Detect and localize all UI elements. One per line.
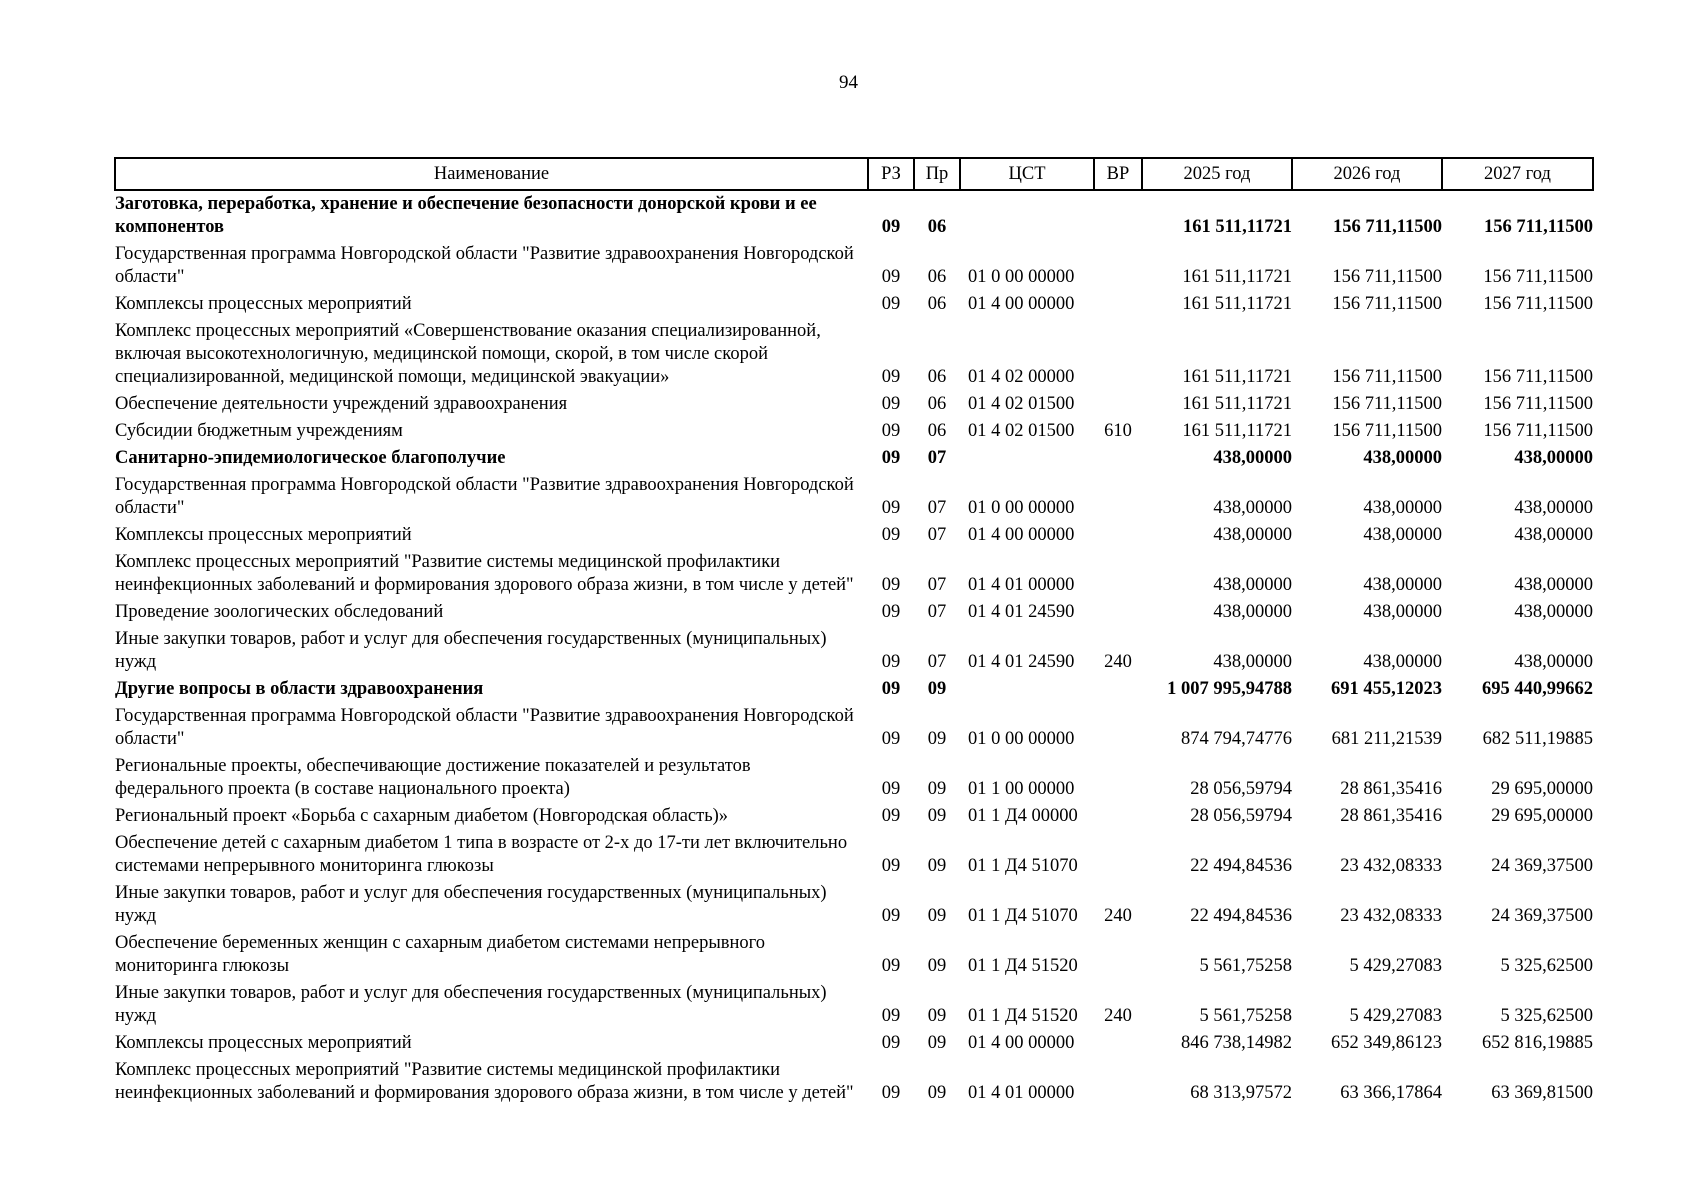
cell-2027: 156 711,11500	[1483, 367, 1593, 387]
cell-vr: 610	[1104, 421, 1132, 441]
cell-2026: 156 711,11500	[1332, 394, 1442, 414]
table-row	[115, 930, 1593, 980]
cell-2027: 24 369,37500	[1491, 856, 1593, 876]
cell-2025: 22 494,84536	[1190, 856, 1292, 876]
cell-vr: 240	[1104, 652, 1132, 672]
header-cst: ЦСТ	[960, 158, 1094, 190]
cell-cst: 01 4 00 00000	[968, 294, 1075, 314]
cell-vr	[1094, 318, 1142, 391]
cell-2025: 5 561,75258	[1199, 1006, 1292, 1026]
cell-2025: 438,00000	[1213, 652, 1292, 672]
cell-2026: 156 711,11500	[1332, 367, 1442, 387]
cell-rz: 09	[881, 575, 901, 595]
cell-2025: 1 007 995,94788	[1167, 679, 1292, 699]
cell-2025: 161 511,11721	[1182, 367, 1292, 387]
table-row	[115, 703, 1593, 753]
cell-cst	[960, 190, 1094, 241]
cell-name: Региональные проекты, обеспечивающие достижение показателей и результатов федерального проекта (в составе национального проекта)	[115, 756, 751, 799]
cell-2025: 438,00000	[1213, 602, 1292, 622]
cell-pr: 07	[927, 652, 947, 672]
cell-rz: 09	[881, 294, 901, 314]
cell-rz: 09	[881, 421, 901, 441]
cell-vr	[1094, 1057, 1142, 1107]
cell-2025: 5 561,75258	[1199, 956, 1292, 976]
cell-2027: 156 711,11500	[1483, 267, 1593, 287]
cell-pr: 06	[927, 421, 947, 441]
cell-cst: 01 1 00 00000	[968, 779, 1075, 799]
cell-name: Санитарно-эпидемиологическое благополучие	[115, 448, 506, 468]
cell-name: Иные закупки товаров, работ и услуг для обеспечения государственных (муниципальных) нужд	[115, 983, 827, 1026]
cell-2027: 156 711,11500	[1483, 394, 1593, 414]
cell-2026: 23 432,08333	[1340, 906, 1442, 926]
cell-cst: 01 0 00 00000	[968, 729, 1075, 749]
cell-cst	[960, 676, 1094, 703]
cell-vr	[1094, 445, 1142, 472]
cell-rz: 09	[881, 525, 901, 545]
cell-rz: 09	[881, 956, 901, 976]
cell-2026: 438,00000	[1363, 525, 1442, 545]
budget-table	[114, 157, 1594, 1107]
cell-vr	[1094, 522, 1142, 549]
cell-2025: 68 313,97572	[1190, 1083, 1292, 1103]
cell-2025: 22 494,84536	[1190, 906, 1292, 926]
cell-2025: 161 511,11721	[1183, 217, 1292, 237]
cell-name: Иные закупки товаров, работ и услуг для обеспечения государственных (муниципальных) нужд	[115, 883, 827, 926]
table-row	[115, 445, 1593, 472]
cell-cst: 01 4 02 01500	[968, 421, 1075, 441]
cell-rz: 09	[881, 498, 901, 518]
cell-2027: 29 695,00000	[1491, 779, 1593, 799]
cell-vr	[1094, 753, 1142, 803]
cell-rz: 09	[881, 679, 901, 699]
cell-2026: 438,00000	[1363, 652, 1442, 672]
cell-2025: 438,00000	[1213, 448, 1292, 468]
cell-2026: 5 429,27083	[1349, 956, 1442, 976]
cell-pr: 09	[927, 1006, 947, 1026]
cell-cst: 01 4 00 00000	[968, 1033, 1075, 1053]
cell-cst: 01 1 Д4 00000	[968, 806, 1078, 826]
cell-cst	[960, 445, 1094, 472]
cell-vr	[1094, 676, 1142, 703]
cell-cst: 01 4 01 24590	[968, 602, 1075, 622]
cell-rz: 09	[881, 906, 901, 926]
cell-vr	[1094, 703, 1142, 753]
cell-vr	[1094, 599, 1142, 626]
cell-name: Обеспечение беременных женщин с сахарным диабетом системами непрерывного мониторинга глюкозы	[115, 933, 766, 976]
cell-name: Комплекс процессных мероприятий "Развитие системы медицинской профилактики неинфекционных заболеваний и формирования здорового образа жизни, в том числе у детей"	[115, 552, 854, 595]
cell-2027: 156 711,11500	[1484, 217, 1593, 237]
cell-pr: 09	[927, 679, 947, 699]
cell-2026: 28 861,35416	[1340, 779, 1442, 799]
cell-2027: 5 325,62500	[1500, 1006, 1593, 1026]
cell-2027: 156 711,11500	[1483, 294, 1593, 314]
cell-vr	[1094, 549, 1142, 599]
header-name: Наименование	[115, 158, 868, 190]
cell-cst: 01 4 01 00000	[968, 1083, 1075, 1103]
cell-name: Государственная программа Новгородской области "Развитие здравоохранения Новгородской области"	[115, 244, 854, 287]
cell-2025: 161 511,11721	[1182, 394, 1292, 414]
cell-name: Комплексы процессных мероприятий	[115, 525, 412, 545]
table-row	[115, 1057, 1593, 1107]
cell-2026: 652 349,86123	[1331, 1033, 1442, 1053]
cell-pr: 09	[927, 729, 947, 749]
cell-2026: 681 211,21539	[1331, 729, 1442, 749]
cell-pr: 06	[927, 367, 947, 387]
cell-2026: 28 861,35416	[1340, 806, 1442, 826]
cell-2025: 438,00000	[1213, 575, 1292, 595]
table-row	[115, 830, 1593, 880]
cell-2026: 5 429,27083	[1349, 1006, 1442, 1026]
table-row	[115, 318, 1593, 391]
cell-vr	[1094, 291, 1142, 318]
cell-2025: 28 056,59794	[1190, 779, 1292, 799]
cell-name: Субсидии бюджетным учреждениям	[115, 421, 403, 441]
page-number: 94	[839, 72, 858, 93]
cell-pr: 06	[927, 394, 947, 414]
cell-2027: 438,00000	[1514, 498, 1593, 518]
cell-2025: 438,00000	[1213, 498, 1292, 518]
cell-2026: 156 711,11500	[1332, 421, 1442, 441]
table-row	[115, 549, 1593, 599]
cell-pr: 07	[927, 602, 947, 622]
cell-pr: 09	[927, 906, 947, 926]
table-body	[115, 190, 1593, 1107]
cell-2026: 438,00000	[1363, 575, 1442, 595]
header-2025: 2025 год	[1142, 158, 1292, 190]
cell-cst: 01 1 Д4 51520	[968, 1006, 1078, 1026]
cell-cst: 01 1 Д4 51070	[968, 856, 1078, 876]
table-row	[115, 291, 1593, 318]
cell-2026: 156 711,11500	[1332, 294, 1442, 314]
cell-rz: 09	[881, 367, 901, 387]
cell-cst: 01 0 00 00000	[968, 267, 1075, 287]
cell-2025: 28 056,59794	[1190, 806, 1292, 826]
cell-2026: 438,00000	[1363, 498, 1442, 518]
header-2027: 2027 год	[1442, 158, 1593, 190]
cell-2026: 63 366,17864	[1340, 1083, 1442, 1103]
cell-name: Заготовка, переработка, хранение и обеспечение безопасности донорской крови и ее компонентов	[115, 194, 817, 237]
cell-rz: 09	[881, 1083, 901, 1103]
cell-name: Региональный проект «Борьба с сахарным диабетом (Новгородская область)»	[115, 806, 729, 826]
cell-pr: 06	[927, 217, 947, 237]
cell-rz: 09	[881, 267, 901, 287]
cell-pr: 09	[927, 956, 947, 976]
cell-name: Государственная программа Новгородской области "Развитие здравоохранения Новгородской области"	[115, 475, 854, 518]
cell-name: Другие вопросы в области здравоохранения	[115, 679, 484, 699]
cell-2025: 161 511,11721	[1182, 294, 1292, 314]
cell-pr: 07	[927, 575, 947, 595]
table-row	[115, 880, 1593, 930]
cell-2025: 161 511,11721	[1182, 267, 1292, 287]
cell-rz: 09	[881, 394, 901, 414]
cell-rz: 09	[881, 652, 901, 672]
cell-2027: 652 816,19885	[1482, 1033, 1593, 1053]
cell-rz: 09	[881, 448, 901, 468]
cell-cst: 01 4 02 00000	[968, 367, 1075, 387]
cell-pr: 06	[927, 267, 947, 287]
cell-rz: 09	[881, 856, 901, 876]
cell-pr: 07	[927, 498, 947, 518]
cell-vr	[1094, 391, 1142, 418]
cell-2026: 156 711,11500	[1332, 267, 1442, 287]
cell-name: Обеспечение детей с сахарным диабетом 1 типа в возрасте от 2-х до 17-ти лет включительно системами непрерывного мониторинга глюкозы	[115, 833, 848, 876]
cell-2025: 438,00000	[1213, 525, 1292, 545]
table-row	[115, 599, 1593, 626]
cell-cst: 01 1 Д4 51070	[968, 906, 1078, 926]
header-vr: ВР	[1094, 158, 1142, 190]
cell-2026: 438,00000	[1363, 448, 1442, 468]
cell-2027: 438,00000	[1514, 448, 1593, 468]
cell-rz: 09	[881, 1033, 901, 1053]
cell-pr: 07	[927, 525, 947, 545]
cell-2026: 691 455,12023	[1331, 679, 1442, 699]
cell-2026: 438,00000	[1363, 602, 1442, 622]
cell-2027: 438,00000	[1514, 652, 1593, 672]
cell-pr: 06	[927, 294, 947, 314]
header-2026: 2026 год	[1292, 158, 1442, 190]
cell-cst: 01 4 01 24590	[968, 652, 1075, 672]
cell-2027: 29 695,00000	[1491, 806, 1593, 826]
cell-cst: 01 4 01 00000	[968, 575, 1075, 595]
cell-2027: 438,00000	[1514, 575, 1593, 595]
cell-name: Комплекс процессных мероприятий "Развитие системы медицинской профилактики неинфекционных заболеваний и формирования здорового образа жизни, в том числе у детей"	[115, 1060, 854, 1103]
table-row	[115, 472, 1593, 522]
cell-rz: 09	[881, 1006, 901, 1026]
cell-pr: 09	[927, 806, 947, 826]
cell-cst: 01 4 00 00000	[968, 525, 1075, 545]
cell-2025: 874 794,74776	[1181, 729, 1292, 749]
cell-2027: 5 325,62500	[1500, 956, 1593, 976]
table-row	[115, 753, 1593, 803]
cell-vr: 240	[1104, 906, 1132, 926]
cell-name: Иные закупки товаров, работ и услуг для обеспечения государственных (муниципальных) нужд	[115, 629, 827, 672]
cell-name: Обеспечение деятельности учреждений здравоохранения	[115, 394, 568, 414]
cell-vr	[1094, 930, 1142, 980]
cell-rz: 09	[881, 779, 901, 799]
cell-pr: 09	[927, 1033, 947, 1053]
cell-2027: 24 369,37500	[1491, 906, 1593, 926]
cell-2027: 63 369,81500	[1491, 1083, 1593, 1103]
table-row	[115, 418, 1593, 445]
table-row	[115, 522, 1593, 549]
cell-2027: 438,00000	[1514, 602, 1593, 622]
table-row	[115, 241, 1593, 291]
cell-2027: 438,00000	[1514, 525, 1593, 545]
cell-vr	[1094, 803, 1142, 830]
table-row	[115, 1030, 1593, 1057]
cell-2027: 156 711,11500	[1483, 421, 1593, 441]
cell-vr	[1094, 1030, 1142, 1057]
table-row	[115, 190, 1593, 241]
cell-pr: 07	[927, 448, 947, 468]
cell-rz: 09	[881, 806, 901, 826]
table-row	[115, 803, 1593, 830]
cell-vr	[1094, 241, 1142, 291]
cell-name: Комплекс процессных мероприятий «Совершенствование оказания специализированной, включая высокотехнологичную, медицинской помощи, скорой, в том числе скорой специализированной, медицинской помощи, медицинской эвакуации»	[115, 321, 821, 387]
table-header-row	[115, 158, 1593, 190]
cell-vr	[1094, 472, 1142, 522]
table-row	[115, 676, 1593, 703]
cell-pr: 09	[927, 856, 947, 876]
cell-2027: 682 511,19885	[1482, 729, 1593, 749]
table-row	[115, 626, 1593, 676]
cell-name: Государственная программа Новгородской области "Развитие здравоохранения Новгородской области"	[115, 706, 854, 749]
cell-pr: 09	[927, 779, 947, 799]
cell-vr: 240	[1104, 1006, 1132, 1026]
cell-vr	[1094, 190, 1142, 241]
table-row	[115, 391, 1593, 418]
cell-name: Проведение зоологических обследований	[115, 602, 444, 622]
cell-2026: 23 432,08333	[1340, 856, 1442, 876]
cell-name: Комплексы процессных мероприятий	[115, 1033, 412, 1053]
cell-2025: 161 511,11721	[1182, 421, 1292, 441]
cell-pr: 09	[927, 1083, 947, 1103]
cell-vr	[1094, 830, 1142, 880]
cell-rz: 09	[881, 729, 901, 749]
cell-rz: 09	[881, 602, 901, 622]
cell-cst: 01 0 00 00000	[968, 498, 1075, 518]
cell-cst: 01 1 Д4 51520	[968, 956, 1078, 976]
table-row	[115, 980, 1593, 1030]
cell-2027: 695 440,99662	[1482, 679, 1593, 699]
cell-name: Комплексы процессных мероприятий	[115, 294, 412, 314]
header-rz: РЗ	[868, 158, 914, 190]
cell-cst: 01 4 02 01500	[968, 394, 1075, 414]
cell-2025: 846 738,14982	[1181, 1033, 1292, 1053]
cell-2026: 156 711,11500	[1333, 217, 1442, 237]
header-pr: Пр	[914, 158, 960, 190]
cell-rz: 09	[881, 217, 901, 237]
